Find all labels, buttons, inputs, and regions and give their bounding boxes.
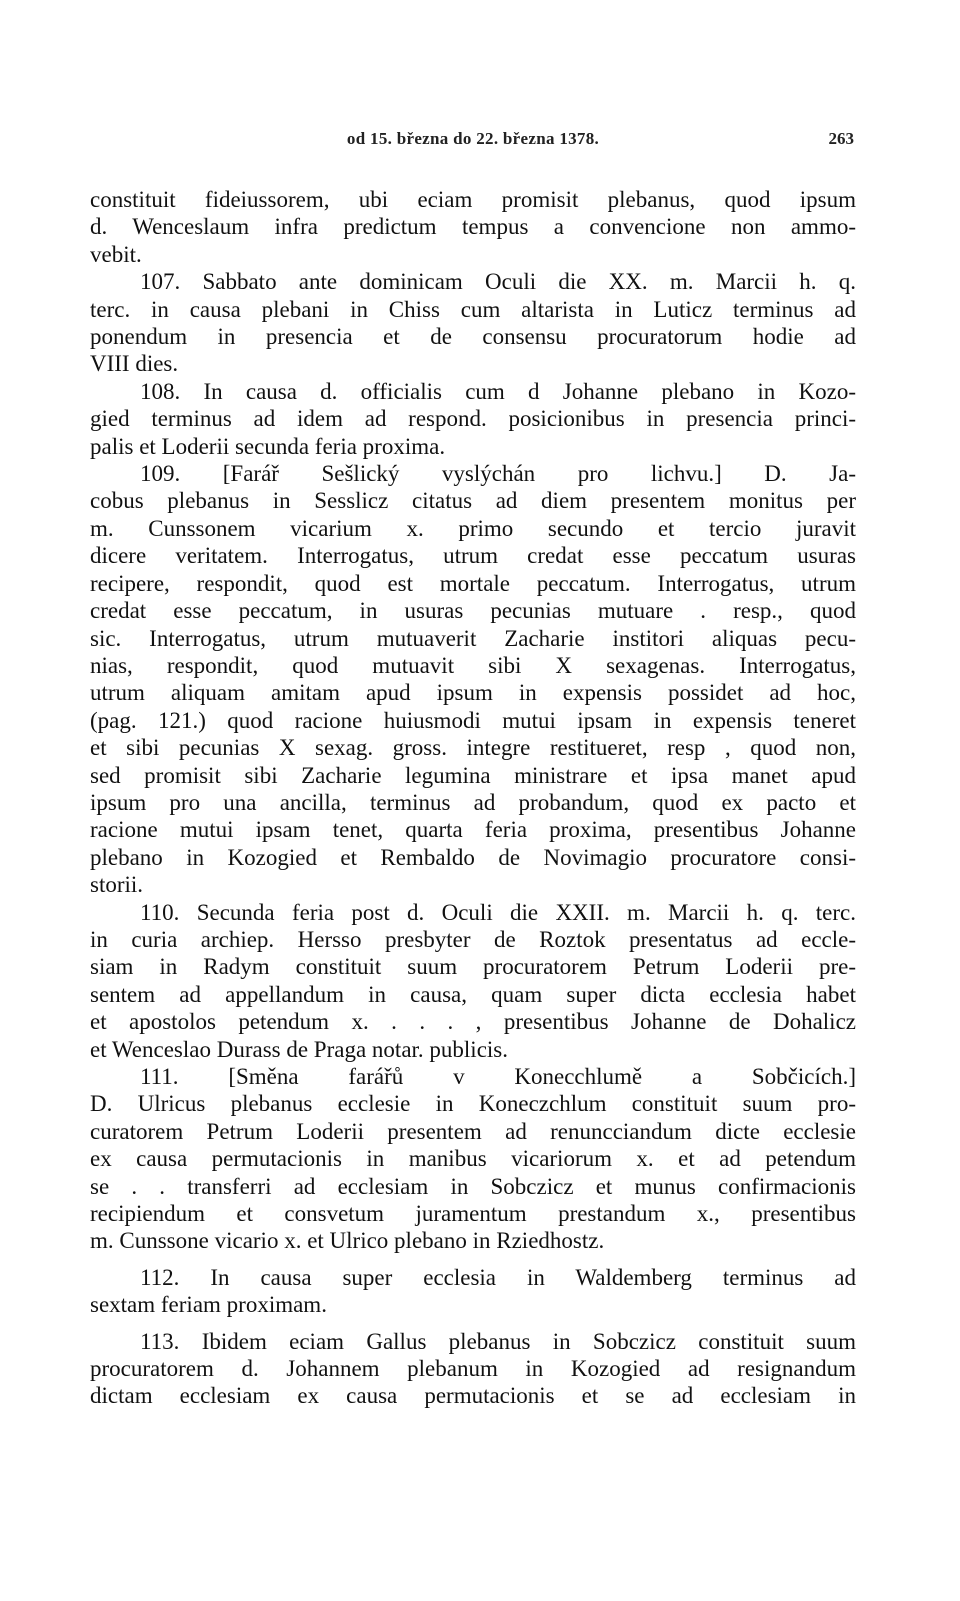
text-line: dictam ecclesiam ex causa permutacionis et se ad ecclesiam in: [90, 1383, 856, 1409]
text-line: d. Wenceslaum infra predictum tempus a convencione non ammo-: [90, 214, 856, 240]
text-line: curatorem Petrum Loderii presentem ad renuncciandum dicte ecclesie: [90, 1118, 856, 1144]
text-line: VIII dies.: [90, 351, 179, 377]
text-line: sed promisit sibi Zacharie legumina ministrare et ipsa manet apud: [90, 762, 856, 788]
header-title: od 15. března do 22. března 1378.: [346, 129, 600, 148]
text-line: m. Cunssonem vicarium x. primo secundo et tercio juravit: [90, 515, 856, 541]
text-line: palis et Loderii secunda feria proxima.: [90, 433, 446, 459]
body-text: [90, 186, 856, 1410]
text-line: et Wenceslao Durass de Praga notar. publicis.: [90, 1036, 508, 1062]
text-line: ipsum pro una ancilla, terminus ad probandum, quod ex pacto et: [90, 789, 856, 815]
text-line: (pag. 121.) quod racione huiusmodi mutui ipsam in expensis teneret: [90, 707, 856, 733]
page-number: 263: [828, 129, 854, 148]
text-line: m. Cunssone vicario x. et Ulrico plebano in Rziedhostz.: [90, 1228, 605, 1254]
text-line: plebano in Kozogied et Rembaldo de Novimagio procuratore consi-: [90, 844, 856, 870]
text-line: sextam feriam proximam.: [90, 1292, 327, 1318]
text-line: recipiendum et consvetum juramentum prestandum x., presentibus: [90, 1201, 856, 1227]
text-line: se . . transferri ad ecclesiam in Sobczicz et munus confirmacionis: [90, 1173, 856, 1199]
text-line: ponendum in presencia et de consensu procuratorum hodie ad: [90, 324, 856, 350]
entry-112-heading: 112. In causa super ecclesia in Waldemberg terminus ad: [140, 1264, 856, 1290]
text-line: ex causa permutacionis in manibus vicariorum x. et ad petendum: [90, 1146, 856, 1172]
entry-113-heading: 113. Ibidem eciam Gallus plebanus in Sobczicz constituit suum: [140, 1328, 856, 1354]
running-header: [90, 129, 856, 153]
text-line: storii.: [90, 872, 144, 898]
text-line: nias, respondit, quod mutuavit sibi X sexagenas. Interrogatus,: [90, 652, 856, 678]
entry-111-heading: 111. [Směna farářů v Konecchlumě a Sobčicích.]: [140, 1064, 856, 1089]
text-line: gied terminus ad idem ad respond. posicionibus in presencia princi-: [90, 406, 856, 432]
entry-107-heading: 107. Sabbato ante dominicam Oculi die XX. m. Marcii h. q.: [140, 269, 856, 295]
text-line: recipere, respondit, quod est mortale peccatum. Interrogatus, utrum: [90, 570, 856, 596]
text-line: utrum aliquam amitam apud ipsum in expensis possidet ad hoc,: [90, 680, 856, 706]
entry-108-heading: 108. In causa d. officialis cum d Johanne plebano in Kozo-: [140, 378, 856, 404]
entry-109-heading: 109. [Farář Sešlický vyslýchán pro lichvu.] D. Ja-: [140, 461, 856, 487]
text-line: sic. Interrogatus, utrum mutuaverit Zacharie institori aliquas pecu-: [90, 625, 856, 651]
text-line: racione mutui ipsam tenet, quarta feria proxima, presentibus Johanne: [90, 817, 856, 843]
paragraph-gap: [90, 1319, 856, 1328]
text-line: vebit.: [90, 241, 142, 267]
text-line: et sibi pecunias X sexag. gross. integre restitueret, resp , quod non,: [90, 735, 856, 761]
text-line: cobus plebanus in Sesslicz citatus ad diem presentem monitus per: [90, 488, 856, 514]
text-line: sentem ad appellandum in causa, quam super dicta ecclesia habet: [90, 981, 856, 1007]
text-line: terc. in causa plebani in Chiss cum altarista in Luticz terminus ad: [90, 296, 856, 322]
text-line: credat esse peccatum, in usuras pecunias mutuare . resp., quod: [90, 598, 856, 624]
text-line: constituit fideiussorem, ubi eciam promisit plebanus, quod ipsum: [90, 187, 856, 212]
text-line: et apostolos petendum x. . . . , presentibus Johanne de Dohalicz: [90, 1009, 856, 1035]
text-line: siam in Radym constituit suum procuratorem Petrum Loderii pre-: [90, 954, 856, 980]
paragraph-gap: [90, 1255, 856, 1264]
entry-110-heading: 110. Secunda feria post d. Oculi die XXII. m. Marcii h. q. terc.: [140, 899, 856, 925]
text-line: procuratorem d. Johannem plebanum in Kozogied ad resignandum: [90, 1356, 856, 1382]
text-line: D. Ulricus plebanus ecclesie in Koneczchlum constituit suum pro-: [90, 1091, 856, 1117]
text-line: dicere veritatem. Interrogatus, utrum credat esse peccatum usuras: [90, 543, 856, 569]
text-line: in curia archiep. Hersso presbyter de Roztok presentatus ad eccle-: [90, 926, 856, 952]
